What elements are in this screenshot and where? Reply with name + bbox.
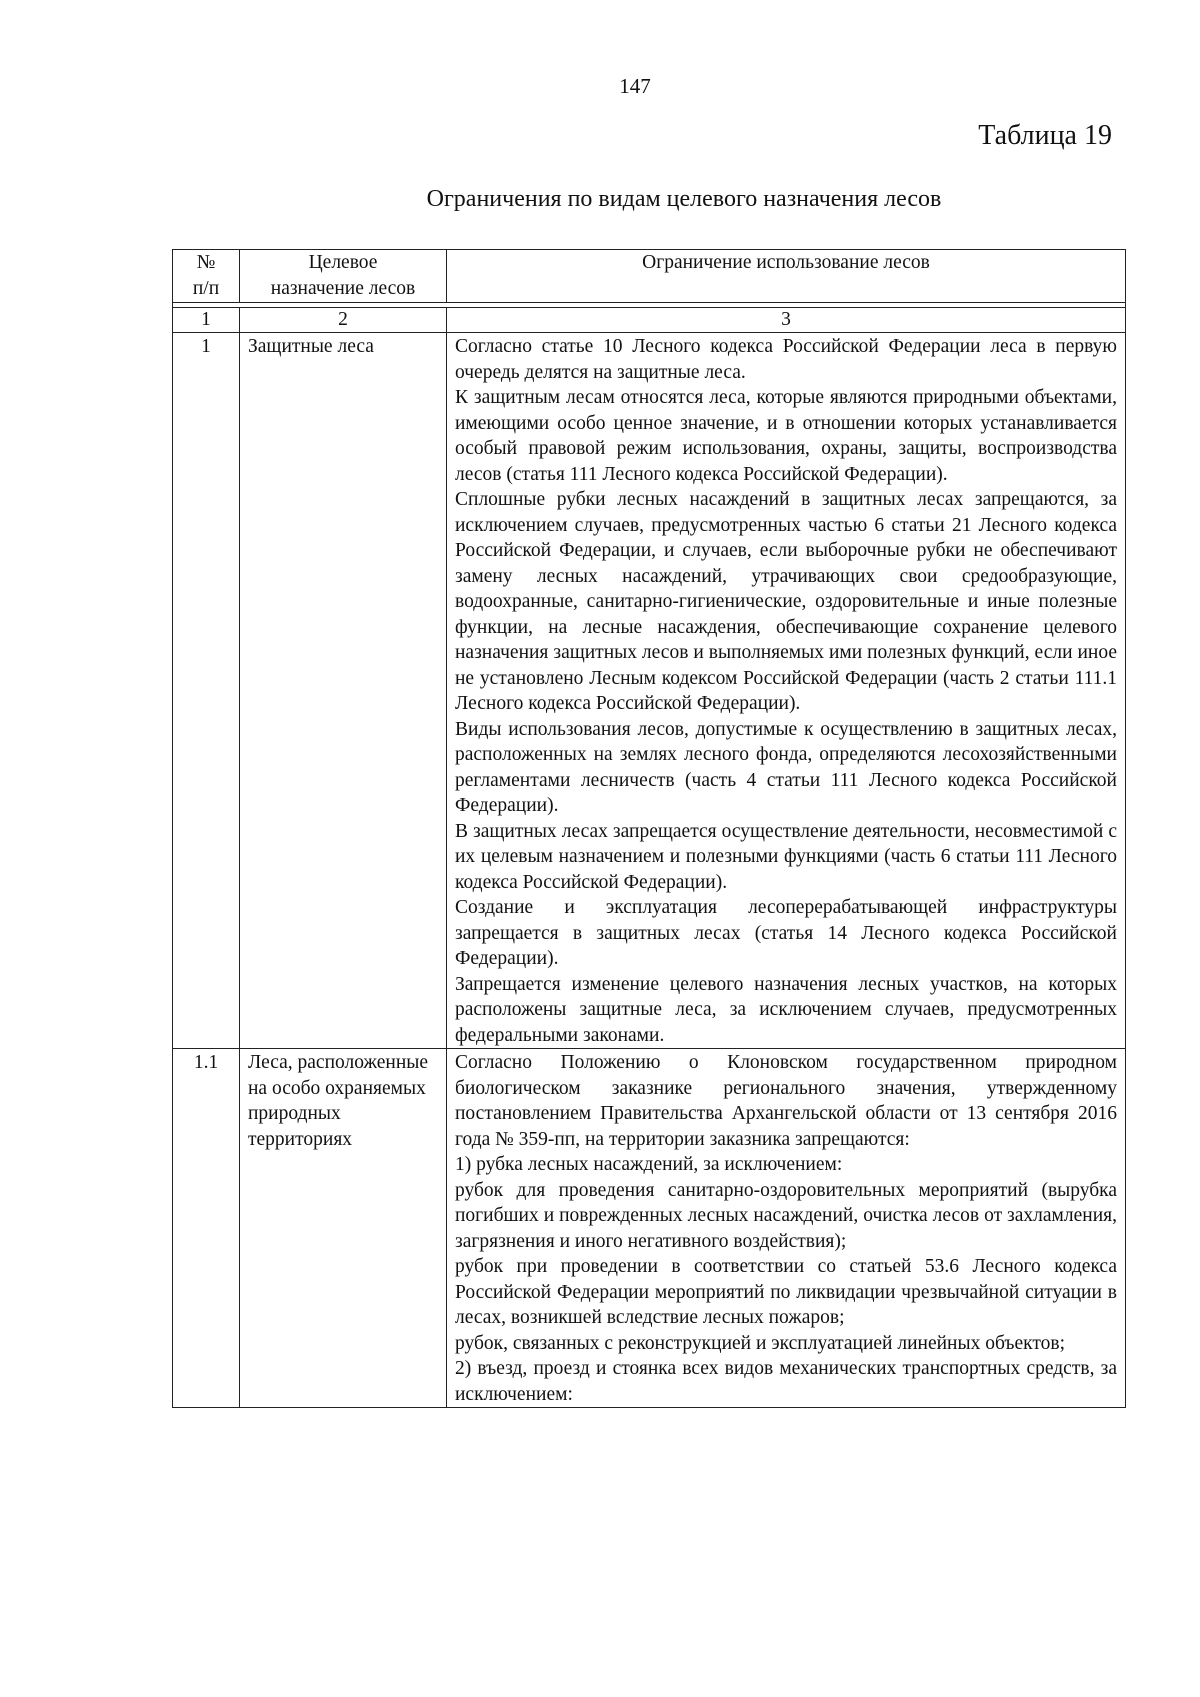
restriction-paragraph: рубок для проведения санитарно-оздоровительных мероприятий (вырубка погибших и поврежденных лесных насаждений, очистка лесов от захламления, загрязнения и иного негативного воздействия);	[455, 1179, 1117, 1252]
restriction-paragraph: рубок при проведении в соответствии со статьей 53.6 Лесного кодекса Российской Федерации мероприятий по ликвидации чрезвычайной ситуации в лесах, возникшей вследствие лесных пожаров;	[455, 1256, 1117, 1328]
table-label: Таблица 19	[978, 120, 1112, 151]
header-restriction	[447, 250, 1126, 303]
header-purpose	[240, 250, 447, 303]
restriction-paragraph: Сплошные рубки лесных насаждений в защитных лесах запрещаются, за исключением случаев, предусмотренных частью 6 статьи 21 Лесного кодекса Российской Федерации, и случаев, если выборочные рубки не обеспечивают замену лесных насаждений, утрачивающих свои средообразующие, водоохранные, санитарно-гигиенические, оздоровительные и иные полезные функции, на лесные насаждения, обеспечивающие сохранение целевого назначения защитных лесов и выполняемых ими полезных функций, если иное не установлено Лесным кодексом Российской Федерации (часть 2 статьи 111.1 Лесного кодекса Российской Федерации).	[455, 489, 1117, 714]
table-row	[173, 1049, 1126, 1408]
row-number: 1	[173, 333, 240, 1049]
header-num	[173, 250, 240, 303]
table-header-row	[173, 250, 1126, 303]
restriction-paragraph: В защитных лесах запрещается осуществление деятельности, несовместимой с их целевым назначением и полезными функциями (часть 6 статьи 111 Лесного кодекса Российской Федерации).	[455, 820, 1117, 893]
row-purpose: Леса, расположенные на особо охраняемых природных территориях	[240, 1049, 447, 1408]
header-purpose-line1: Целевое	[308, 252, 378, 273]
restriction-paragraph: Запрещается изменение целевого назначения лесных участков, на которых расположены защитные леса, за исключением случаев, предусмотренных федеральными законами.	[455, 973, 1117, 1046]
restriction-paragraph: Согласно статье 10 Лесного кодекса Российской Федерации леса в первую очередь делятся на защитные леса.	[455, 336, 1117, 383]
column-number: 1	[173, 308, 240, 333]
header-restriction-text: Ограничение использование лесов	[642, 252, 930, 273]
column-number: 2	[240, 308, 447, 333]
column-numbers-row	[173, 308, 1126, 333]
document-title: Ограничения по видам целевого назначения лесов	[426, 186, 942, 212]
table-row	[173, 333, 1126, 1049]
header-num-line2: п/п	[192, 278, 220, 299]
restriction-paragraph: Создание и эксплуатация лесоперерабатывающей инфраструктуры запрещается в защитных лесах (статья 14 Лесного кодекса Российской Федерации).	[455, 897, 1117, 969]
restriction-paragraph: 1) рубка лесных насаждений, за исключением:	[455, 1154, 843, 1175]
restriction-paragraph: Виды использования лесов, допустимые к осуществлению в защитных лесах, расположенных на землях лесного фонда, определяются лесохозяйственными регламентами лесничеств (часть 4 статьи 111 Лесного кодекса Российской Федерации).	[455, 718, 1117, 816]
row-number: 1.1	[173, 1049, 240, 1408]
header-purpose-line2: назначение лесов	[270, 278, 416, 299]
restriction-paragraph: К защитным лесам относятся леса, которые являются природными объектами, имеющими особо ценное значение, и в отношении которых устанавливается особый правовой режим использования, охраны, защиты, воспроизводства лесов (статья 111 Лесного кодекса Российской Федерации).	[455, 387, 1117, 485]
row-restriction	[447, 1049, 1126, 1408]
restriction-paragraph: Согласно Положению о Клоновском государственном природном биологическом заказнике регионального значения, утвержденному постановлением Правительства Архангельской области от 13 сентября 2016 года № 359-пп, на территории заказника запрещаются:	[455, 1052, 1117, 1150]
column-number: 3	[447, 308, 1126, 333]
restriction-paragraph: рубок, связанных с реконструкцией и эксплуатацией линейных объектов;	[455, 1332, 1066, 1354]
restrictions-table	[172, 249, 1126, 1408]
row-restriction	[447, 333, 1126, 1049]
row-purpose: Защитные леса	[240, 333, 447, 1049]
page-number: 147	[619, 74, 651, 98]
restriction-paragraph: 2) въезд, проезд и стоянка всех видов механических транспортных средств, за исключением:	[455, 1358, 1117, 1405]
header-num-line1: №	[196, 252, 216, 273]
